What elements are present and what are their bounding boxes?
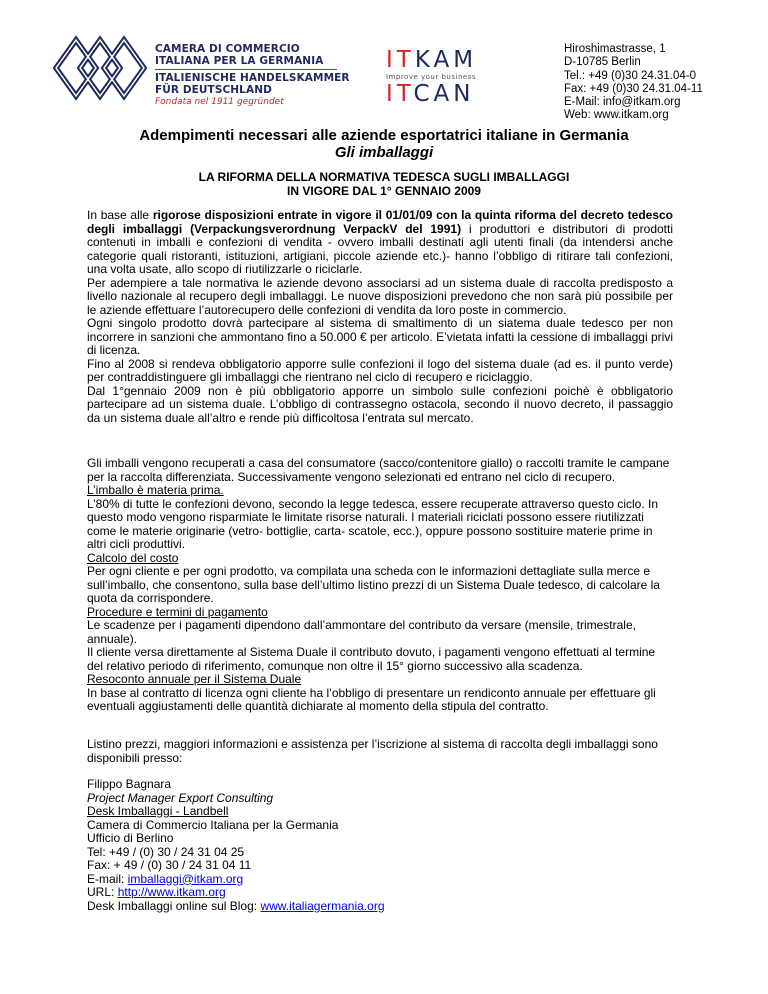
intro-section <box>87 209 673 425</box>
intro-lead: In base alle <box>87 208 153 222</box>
subheading: L’imballo è materia prima. <box>87 483 224 497</box>
subheading: Procedure e termini di pagamento <box>87 604 268 619</box>
contact-blog-label: Desk Imballaggi online sul Blog: <box>87 898 261 913</box>
contact-name: Filippo Bagnara <box>87 777 172 791</box>
itkam-wordmark <box>386 48 498 72</box>
address-block <box>564 43 703 123</box>
contact-url-label: URL: <box>87 885 118 899</box>
itcan-wordmark <box>386 82 498 106</box>
details-paragraph: In base al contratto di licenza ogni cliente ha l’obbligo di presentare un rendiconto annuale per effettuare gli eventuali aggiustamenti delle quantità dichiarate al momento della stipula del contratto. <box>87 685 656 713</box>
details-paragraph: Per ogni cliente e per ogni prodotto, va compilata una scheda con le informazioni dettagliate sulla merce e sull’imballo, che consentono, sulla base dell’ultimo listino prezzi di un Sistema Duale tedesco, di calcolare la quota da corrispondere. <box>87 564 660 605</box>
address-line: D-10785 Berlin <box>564 56 641 69</box>
contact-fax: Fax: + 49 / (0) 30 / 24 31 04 11 <box>87 858 252 872</box>
details-section <box>87 457 673 714</box>
intro-paragraph: Ogni singolo prodotto dovrà partecipare al sistema di smaltimento di un siatema duale tedesco per non incorrere in sanzioni che ammontano fino a 50.000 € per articolo. E’vietata infatti la cessione di imballaggi privi di licenza. <box>87 316 673 357</box>
contact-block <box>87 778 673 913</box>
ccig-tagline: Fondata nel 1911 gegründet <box>155 97 284 107</box>
subheading: Resoconto annuale per il Sistema Duale <box>87 672 302 686</box>
itcan-can: CAN <box>413 81 475 107</box>
document-title: Adempimenti necessari alle aziende esportatrici italiane in Germania <box>139 127 629 144</box>
details-paragraph: Il cliente versa direttamente al Sistema Duale il contributo dovuto, i pagamenti vengono effettuati al termine del relativo periodo di riferimento, comunque non oltre il 15° giorno successivo alla scadenza. <box>87 645 656 673</box>
section-heading <box>0 171 768 198</box>
intro-paragraph: Dal 1°gennaio 2009 non è più obbligatorio apporre un simbolo sulle confezioni poichè è obbligatorio partecipare ad un sistema duale. L’obbligo di contrassegno ostacola, secondo il nuovo decreto, il passaggio da un sistema duale all’altro e rende più difficoltosa l’entrata sul mercato. <box>87 383 673 425</box>
section-heading-line: IN VIGORE DAL 1° GENNAIO 2009 <box>287 183 481 198</box>
address-line: Fax: +49 (0)30 24.31.04-11 <box>564 82 703 95</box>
closing-paragraph: Listino prezzi, maggiori informazioni e assistenza per l’iscrizione al sistema di raccolta degli imballaggi sono disponibili presso: <box>87 737 658 765</box>
intro-paragraph: Fino al 2008 si rendeva obbligatorio apporre sulle confezioni il logo del sistema duale (ad es. il punto verde) per contraddistinguere gli imballaggi che rientrano nel ciclo di recupero e riciclaggio. <box>87 356 673 384</box>
details-paragraph: Le scadenze per i pagamenti dipendono dall’ammontare del contributo da versare (mensile, trimestrale, annuale). <box>87 618 636 646</box>
contact-org: Camera di Commercio Italiana per la Germania <box>87 817 339 832</box>
section-heading-line: LA RIFORMA DELLA NORMATIVA TEDESCA SUGLI IMBALLAGGI <box>198 170 570 184</box>
ccig-logo-icon <box>50 32 150 104</box>
intro-rest: i produttori e distributori di prodotti contenuti in imballi e confezioni di vendita - ovvero imballi destinati agli utenti finali (da intendersi anche categorie quali ristoranti, istituzioni, artigiani, piccole aziende etc.)- hanno l’obbligo di ritirare tali confezioni, una volta usate, allo scopo di riutilizzarle o riciclarle. <box>87 221 674 276</box>
contact-office: Ufficio di Berlino <box>87 831 174 845</box>
itcan-it: IT <box>386 81 414 107</box>
contact-email-label: E-mail: <box>87 871 128 886</box>
itkam-tagline: Improve your business <box>386 73 476 81</box>
ccig-line: CAMERA DI COMMERCIO <box>155 43 300 55</box>
subheading: Calcolo del costo <box>87 550 179 565</box>
intro-paragraph <box>87 209 673 277</box>
details-paragraph: L’80% di tutte le confezioni devono, secondo la legge tedesca, essere recuperate attraverso questo ciclo. In questo modo vengono risparmiate le limitate risorse naturali. I materiali riciclati possono essere riutilizzati come le materie originarie (vetro- bottiglie, carta- scatole, ecc.), oppure possono sostituire materie prime in altri cicli produttivi. <box>87 496 659 551</box>
itkam-kam: KAM <box>414 47 478 73</box>
address-line: Tel.: +49 (0)30 24.31.04-0 <box>564 69 697 82</box>
address-line: E-Mail: info@itkam.org <box>564 96 681 109</box>
email-link[interactable]: imballaggi@itkam.org <box>127 871 244 886</box>
ccig-divider <box>155 69 337 70</box>
ccig-line: ITALIANA PER LA GERMANIA <box>155 55 324 67</box>
contact-url-line <box>87 886 673 900</box>
ccig-wordmark <box>155 43 385 107</box>
ccig-line: ITALIENISCHE HANDELSKAMMER <box>155 72 350 84</box>
website-link[interactable]: http://www.itkam.org <box>117 885 226 899</box>
contact-desk: Desk Imballaggi - Landbell <box>87 804 229 818</box>
contact-tel: Tel: +49 / (0) 30 / 24 31 04 25 <box>87 844 245 859</box>
collection-paragraph: Gli imballi vengono recuperati a casa del consumatore (sacco/contenitore giallo) o raccolti tramite le campane per la raccolta differenziata. Successivamente vengono selezionati ed entrano nel ciclo di recupero. <box>87 456 670 484</box>
contact-email-line <box>87 873 673 887</box>
intro-bold: rigorose disposizioni entrate in vigore il 01/01/09 con la quinta riforma del decreto tedesco degli imballaggi (Verpackungsverordnung VerpackV del 1991) <box>87 208 673 236</box>
address-line: Hiroshimastrasse, 1 <box>564 43 666 55</box>
address-line: Web: www.itkam.org <box>564 109 669 122</box>
itkam-logo <box>386 48 498 106</box>
itkam-it: IT <box>386 47 415 73</box>
contact-role: Project Manager Export Consulting <box>87 790 274 805</box>
contact-blog-line <box>87 900 673 914</box>
document-subtitle: Gli imballaggi <box>334 144 434 161</box>
blog-link[interactable]: www.italiagermania.org <box>260 898 385 913</box>
ccig-line: FÜR DEUTSCHLAND <box>155 84 272 96</box>
intro-paragraph: Per adempiere a tale normativa le aziende devono associarsi ad un sistema duale di raccolta predisposto a livello nazionale al recupero degli imballaggi. Le nuove disposizioni prevedono che non sarà più possibile per le aziende effettuare l’autorecupero delle confezioni di vendita da loro poste in commercio. <box>87 275 673 317</box>
